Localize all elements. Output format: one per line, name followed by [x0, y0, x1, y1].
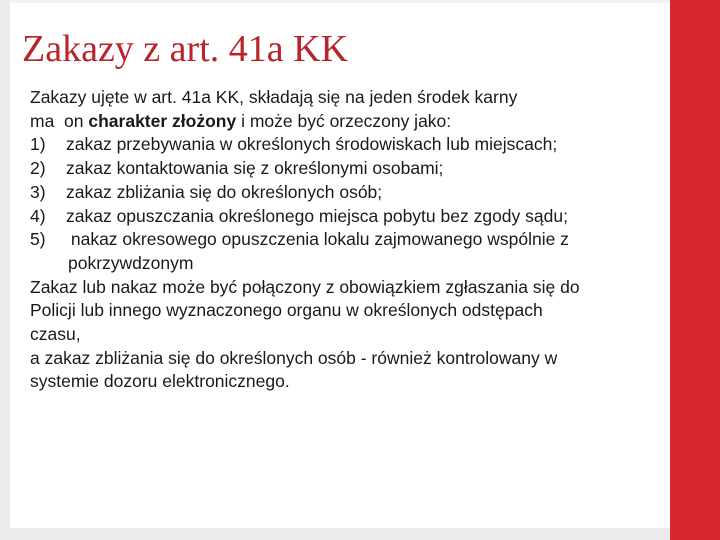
slide-left-border	[0, 0, 10, 540]
list-item	[30, 228, 660, 252]
red-accent-bar	[670, 0, 720, 540]
intro-line-2-start: ma on	[30, 110, 89, 131]
intro-line-2	[30, 110, 660, 134]
list-item-text: zakaz kontaktowania się z określonymi osobami;	[66, 158, 444, 179]
list-item-text: zakaz opuszczania określonego miejsca pobytu bez zgody sądu;	[66, 205, 568, 226]
list-item-number: 5)	[30, 229, 46, 250]
list-item	[30, 157, 660, 181]
list-item-number: 4)	[30, 205, 46, 226]
list-item-continuation: pokrzywdzonym	[68, 252, 194, 273]
paragraph-2-line-3: czasu,	[30, 324, 81, 345]
slide-top-border	[0, 0, 670, 3]
paragraph-3-line-2: systemie dozoru elektronicznego.	[30, 371, 290, 392]
list-item	[30, 133, 660, 157]
list-item-text: zakaz zbliżania się do określonych osób;	[66, 181, 383, 202]
intro-line-1: Zakazy ujęte w art. 41a KK, składają się na jeden środek karny	[30, 87, 518, 107]
paragraph-2-line-1: Zakaz lub nakaz może być połączony z obowiązkiem zgłaszania się do	[30, 276, 580, 297]
list-item	[30, 181, 660, 205]
intro-bold-phrase: charakter złożony	[88, 110, 237, 131]
list-item-text: zakaz przebywania w określonych środowiskach lub miejscach;	[66, 134, 558, 155]
list-item-number: 1)	[30, 134, 46, 155]
intro-line-2-end: i może być orzeczony jako:	[236, 110, 452, 131]
slide-bottom-border	[0, 528, 670, 540]
slide-content	[30, 86, 660, 394]
slide-title: Zakazy z art. 41a KK	[22, 28, 349, 70]
list-item-text: nakaz okresowego opuszczenia lokalu zajmowanego wspólnie z	[66, 229, 569, 250]
paragraph-2-line-2: Policji lub innego wyznaczonego organu w określonych odstępach	[30, 300, 543, 321]
list-item-number: 3)	[30, 181, 46, 202]
list-item	[30, 205, 660, 229]
paragraph-3-line-1: a zakaz zbliżania się do określonych osób - również kontrolowany w	[30, 347, 558, 368]
list-item-number: 2)	[30, 158, 46, 179]
